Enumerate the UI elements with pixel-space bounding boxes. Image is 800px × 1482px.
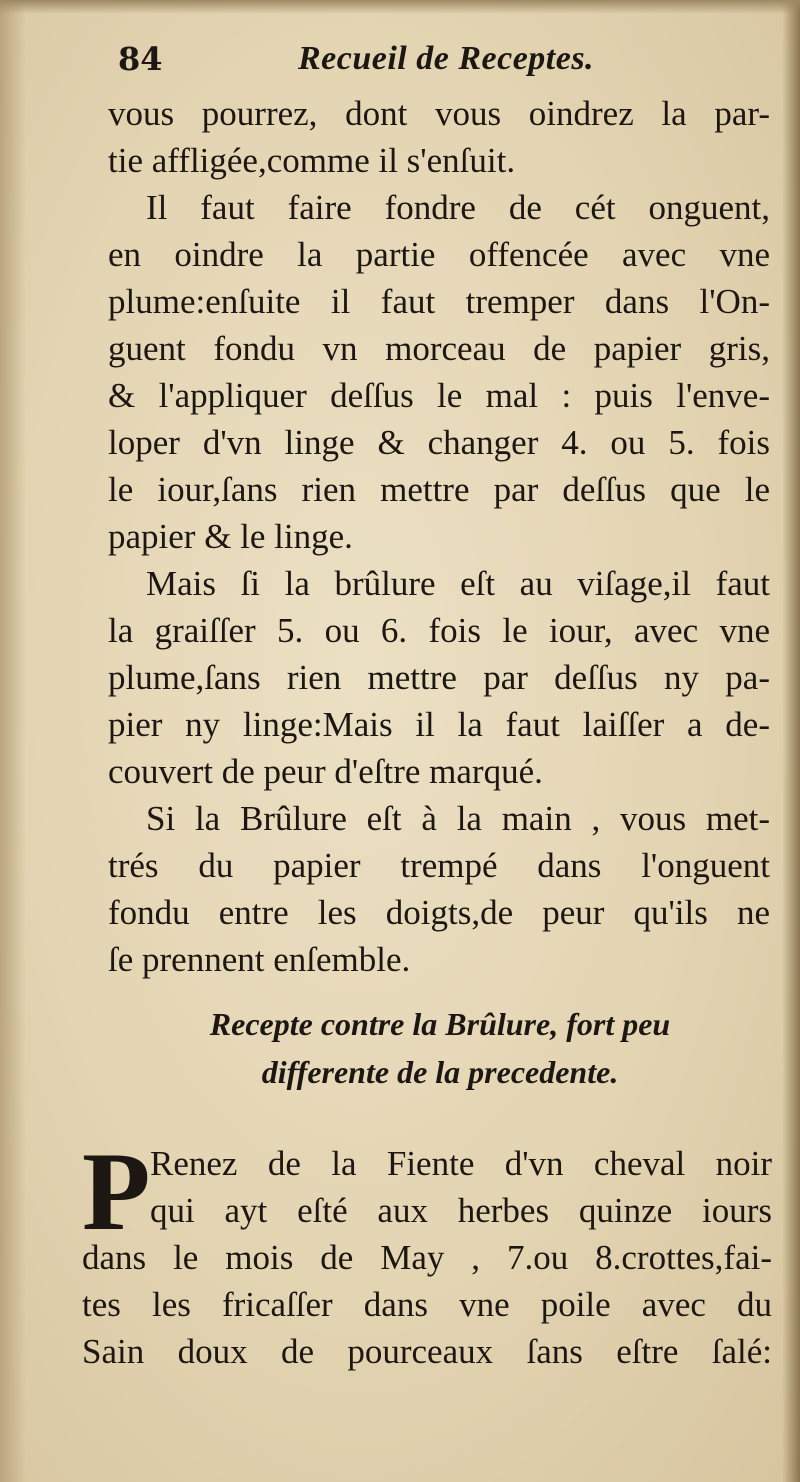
text-line: Mais ſi la brûlure eſt au viſage,il faut [146, 564, 770, 603]
text-line: le iour,ſans rien mettre par deſſus que le [108, 470, 770, 509]
page-edge-shadow [782, 0, 800, 1482]
text-line: Il faut faire fondre de cét onguent, [146, 188, 770, 227]
text-line: tes les fricaſſer dans vne poile avec du [82, 1285, 772, 1324]
text-line: vous pourrez, dont vous oindrez la par- [108, 94, 770, 133]
running-head [118, 40, 638, 90]
text-line: Si la Brûlure eſt à la main , vous met- [146, 799, 770, 838]
heading-line: differente de la precedente. [261, 1054, 619, 1090]
text-line: pier ny linge:Mais il la faut laiſſer a de- [108, 705, 770, 744]
recipe-paragraph [82, 1130, 772, 1400]
text-line: en oindre la partie offencée avec vne [108, 235, 770, 274]
text-line: plume,ſans rien mettre par deſſus ny pa- [108, 658, 770, 697]
text-line: papier & le linge. [108, 517, 353, 556]
text-line: trés du papier trempé dans l'onguent [108, 846, 770, 885]
section-heading [140, 1000, 740, 1096]
running-title: Recueil de Receptes. [298, 40, 595, 77]
page-number: 84 [118, 40, 163, 78]
text-line: plume:enſuite il faut tremper dans l'On- [108, 282, 770, 321]
text-line: fondu entre les doigts,de peur qu'ils ne [108, 893, 770, 932]
text-line: tie affligée,comme il s'enſuit. [108, 141, 516, 180]
text-line: dans le mois de May , 7.ou 8.crottes,fai- [82, 1238, 772, 1277]
text-line: la graiſſer 5. ou 6. fois le iour, avec vne [108, 611, 770, 650]
recipe-lines [82, 1130, 772, 1375]
drop-cap: P [82, 1130, 151, 1254]
page-binding-shadow [0, 0, 26, 1482]
text-line: Sain doux de pourceaux ſans eſtre ſalé: [82, 1332, 772, 1371]
text-line: qui ayt eſté aux herbes quinze iours [150, 1191, 772, 1230]
text-line: couvert de peur d'eſtre marqué. [108, 752, 543, 791]
text-line: & l'appliquer deſſus le mal : puis l'enve- [108, 376, 770, 415]
body-text [108, 90, 770, 983]
text-line: Renez de la Fiente d'vn cheval noir [150, 1144, 772, 1183]
text-line: loper d'vn linge & changer 4. ou 5. fois [108, 423, 770, 462]
text-line: ſe prennent enſemble. [108, 940, 411, 979]
page-top-shadow [0, 0, 800, 14]
text-line: guent fondu vn morceau de papier gris, [108, 329, 770, 368]
heading-line: Recepte contre la Brûlure, fort peu [209, 1006, 671, 1042]
